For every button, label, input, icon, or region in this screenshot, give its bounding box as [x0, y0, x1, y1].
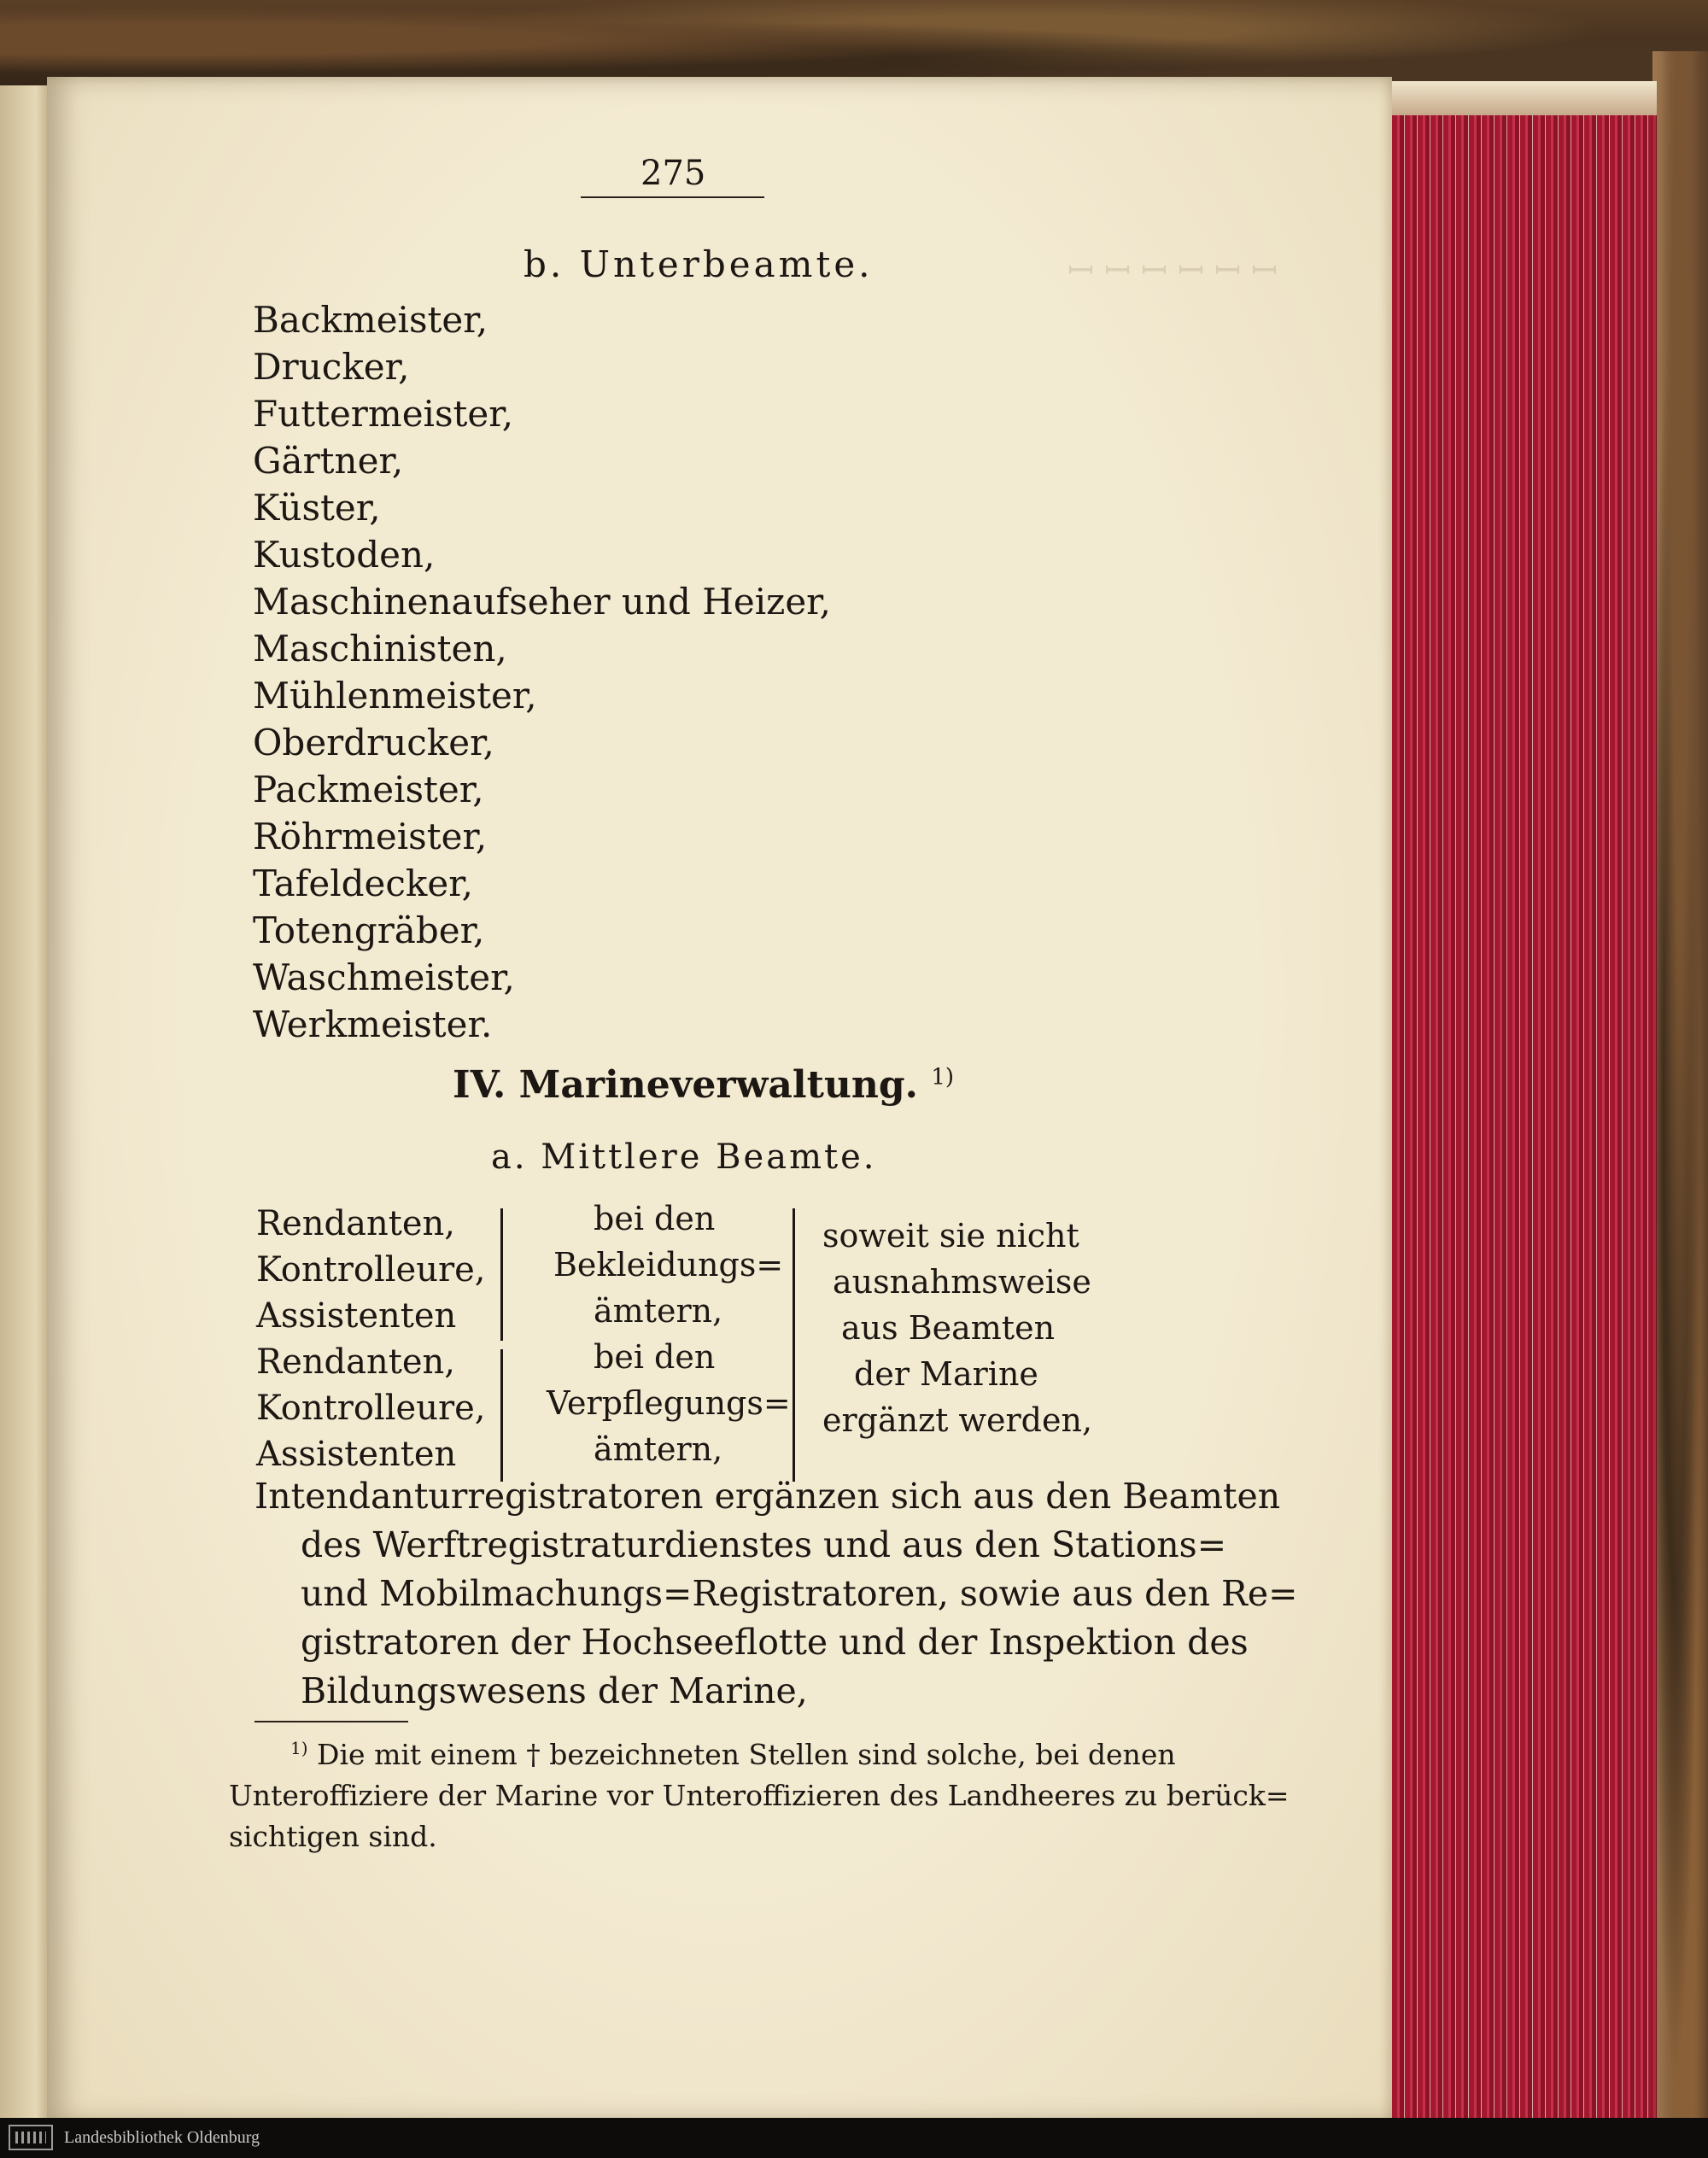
section-iv-title — [453, 1063, 954, 1107]
middle-cell: ämtern, — [594, 1430, 723, 1468]
middle-cell: bei den — [594, 1200, 716, 1237]
list-item: Totengräber, — [253, 909, 485, 951]
right-cell: der Marine — [854, 1355, 1038, 1393]
paragraph-line: des Werftregistraturdienstes und aus den Stations= — [301, 1524, 1227, 1565]
footnote-line — [290, 1738, 1176, 1771]
brace-upper — [494, 1208, 503, 1341]
library-name: Landesbibliothek Oldenburg — [64, 2128, 260, 2147]
title-cell: Rendanten, — [256, 1342, 455, 1382]
list-item: Tafeldecker, — [253, 863, 474, 904]
right-cell: ergänzt werden, — [822, 1401, 1093, 1439]
footnote-line: Unteroffiziere der Marine vor Unteroffizieren des Landheeres zu berück= — [229, 1779, 1290, 1812]
paragraph-line: und Mobilmachungs=Registratoren, sowie aus den Re= — [301, 1573, 1298, 1614]
paragraph-line: Bildungswesens der Marine, — [301, 1670, 808, 1711]
list-item: Packmeister, — [253, 769, 484, 810]
brace-lower — [494, 1349, 503, 1482]
facing-page-edge — [0, 85, 51, 2118]
list-item: Waschmeister, — [253, 956, 515, 998]
page-block-edges — [1379, 81, 1657, 2126]
library-logo-icon — [9, 2125, 53, 2150]
list-item: Mühlenmeister, — [253, 675, 537, 716]
title-cell: Assistenten — [256, 1296, 457, 1336]
right-cell: ausnahmsweise — [833, 1263, 1091, 1301]
list-item: Röhrmeister, — [253, 816, 488, 857]
footnote-reference: 1) — [931, 1064, 955, 1091]
middle-cell: ämtern, — [594, 1292, 723, 1330]
middle-cell: Verpflegungs= — [547, 1384, 791, 1422]
list-item: Kustoden, — [253, 534, 436, 576]
list-item: Gärtner, — [253, 440, 404, 482]
list-item: Maschinisten, — [253, 628, 507, 670]
footnote-rule — [254, 1721, 408, 1722]
footnote-line: sichtigen sind. — [229, 1820, 437, 1853]
show-through: ꟷ ꟷ ꟷ ꟷ ꟷ ꟷ — [1068, 252, 1278, 289]
title-cell: Kontrolleure, — [256, 1250, 486, 1290]
list-item: Küster, — [253, 487, 381, 529]
page-number-rule — [581, 196, 764, 198]
page-number: 275 — [640, 154, 706, 193]
right-cell: aus Beamten — [841, 1309, 1056, 1347]
list-item: Werkmeister. — [253, 1003, 493, 1045]
book-cover-right — [1652, 51, 1708, 2118]
footer-bar — [0, 2118, 1708, 2158]
middle-cell: Bekleidungs= — [553, 1246, 784, 1284]
footnote-text: Die mit einem † bezeichneten Stellen sind solche, bei denen — [317, 1738, 1176, 1771]
section-iv-title-text: IV. Marineverwaltung. — [453, 1063, 918, 1107]
list-item: Oberdrucker, — [253, 722, 494, 763]
title-cell: Assistenten — [256, 1435, 457, 1474]
footnote-mark: 1) — [290, 1738, 308, 1758]
title-cell: Rendanten, — [256, 1204, 455, 1243]
middle-cell: bei den — [594, 1338, 716, 1376]
section-a-title: a. Mittlere Beamte. — [491, 1137, 877, 1177]
list-item: Maschinenaufseher und Heizer, — [253, 581, 831, 623]
paragraph-line: Intendanturregistratoren ergänzen sich aus den Beamten — [254, 1476, 1281, 1517]
list-item: Drucker, — [253, 346, 410, 388]
right-cell: soweit sie nicht — [822, 1217, 1079, 1254]
section-b-title: b. Unterbeamte. — [524, 243, 874, 285]
list-item: Futtermeister, — [253, 393, 514, 435]
paragraph-line: gistratoren der Hochseeflotte und der Inspektion des — [301, 1622, 1249, 1663]
list-item: Backmeister, — [253, 299, 488, 341]
brace-right — [793, 1208, 804, 1482]
title-cell: Kontrolleure, — [256, 1389, 486, 1428]
